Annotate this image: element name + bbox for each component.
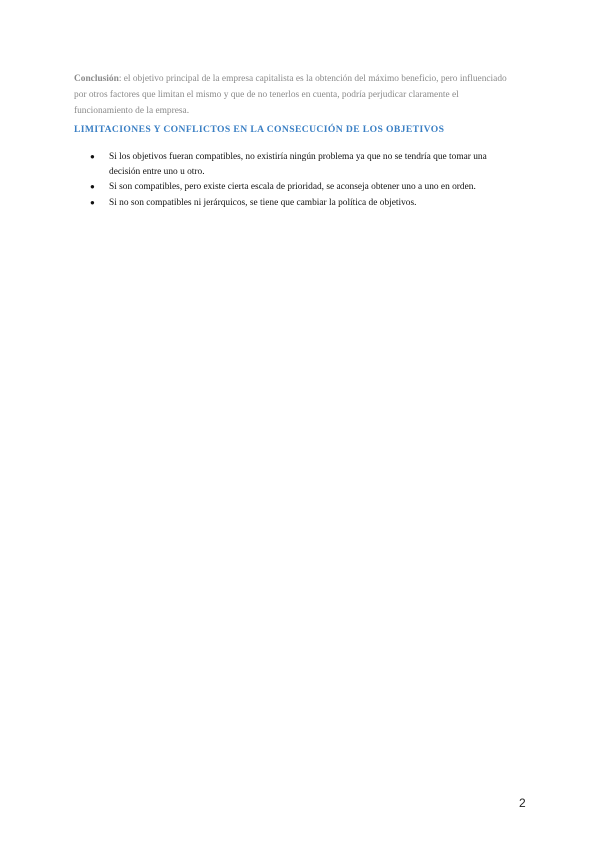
bullet-icon: ● [90, 152, 95, 161]
conclusion-label: Conclusión [74, 74, 119, 84]
conclusion-text: : el objetivo principal de la empresa capitalista es la obtención del máximo beneficio, pero influenciado por otros factores que limitan el mismo y que de no tenerlos en cuenta, podría perjudicar claramente el funcionamiento de la empresa. [74, 74, 507, 116]
bullet-icon: ● [90, 197, 95, 207]
list-item [90, 150, 520, 179]
bullet-icon: ● [90, 182, 95, 191]
list-item [90, 196, 520, 211]
page-number: 2 [519, 796, 526, 810]
section-heading: LIMITACIONES Y CONFLICTOS EN LA CONSECUCIÓN DE LOS OBJETIVOS [74, 124, 445, 135]
conclusion-paragraph [74, 71, 514, 119]
list-item-text: Si los objetivos fueran compatibles, no existiría ningún problema ya que no se tendría que tomar una decisión entre uno u otro. [109, 152, 487, 177]
list-item-text: Si son compatibles, pero existe cierta escala de prioridad, se aconseja obtener uno a uno en orden. [109, 182, 476, 192]
list-item [90, 180, 520, 195]
list-item-text: Si no son compatibles ni jerárquicos, se tiene que cambiar la política de objetivos. [109, 197, 417, 208]
objectives-bullet-list [90, 150, 520, 211]
